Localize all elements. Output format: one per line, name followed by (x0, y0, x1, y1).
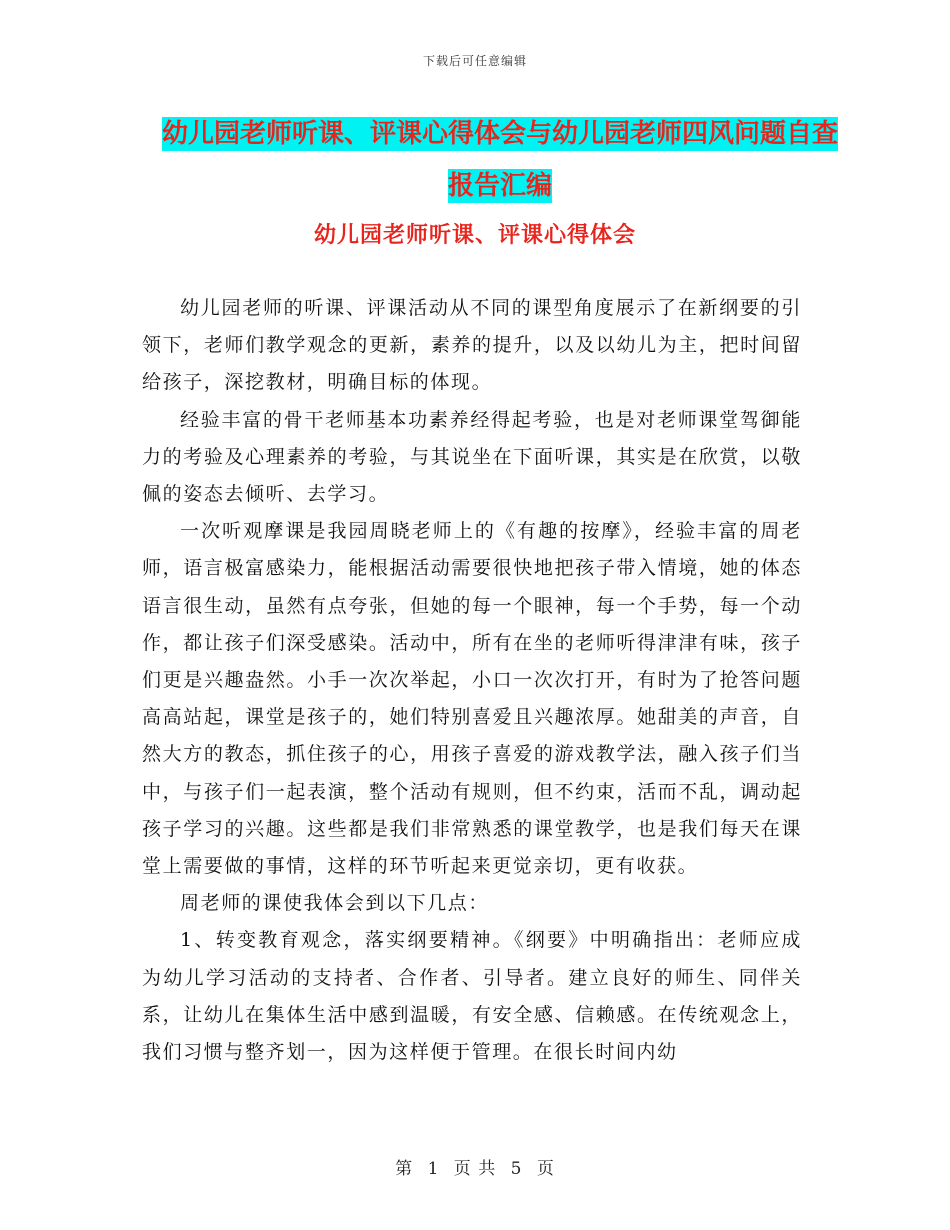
page-current: 1 (427, 1159, 440, 1179)
page-total: 5 (510, 1159, 523, 1179)
document-title-text: 幼儿园老师听课、评课心得体会与幼儿园老师四风问题自查报告汇编 (161, 119, 838, 201)
page-mid: 页 共 (453, 1159, 497, 1179)
paragraph: 幼儿园老师的听课、评课活动从不同的课型角度展示了在新纲要的引领下，老师们教学观念的更新，素养的提升，以及以幼儿为主，把时间留给孩子，深挖教材，明确目标的体现。 (142, 297, 802, 394)
document-title (150, 108, 850, 212)
document-body (142, 290, 802, 1071)
paragraph: 1、转变教育观念，落实纲要精神。《纲要》中明确指出：老师应成为幼儿学习活动的支持者、合作者、引导者。建立良好的师生、同伴关系，让幼儿在集体生活中感到温暖，有安全感、信赖感。在传统观念上，我们习惯与整齐划一，因为这样便于管理。在很长时间内幼 (142, 929, 802, 1064)
paragraph: 周老师的课使我体会到以下几点： (180, 892, 490, 915)
page-footer (0, 1154, 950, 1179)
section-title: 幼儿园老师听课、评课心得体会 (313, 223, 636, 248)
paragraph: 一次听观摩课是我园周晓老师上的《有趣的按摩》，经验丰富的周老师，语言极富感染力，能根据活动需要很快地把孩子带入情境，她的体态语言很生动，虽然有点夸张，但她的每一个眼神，每一个手势，每一个动作，都让孩子们深受感染。活动中，所有在坐的老师听得津津有味，孩子们更是兴趣盎然。小手一次次举起，小口一次次打开，有时为了抢答问题高高站起，课堂是孩子的，她们特别喜爱且兴趣浓厚。她甜美的声音，自然大方的教态，抓住孩子的心，用孩子喜爱的游戏教学法，融入孩子们当中，与孩子们一起表演，整个活动有规则，但不约束，活而不乱，调动起孩子学习的兴趣。这些都是我们非常熟悉的课堂教学，也是我们每天在课堂上需要做的事情，这样的环节听起来更觉亲切，更有收获。 (142, 520, 802, 878)
page-suffix: 页 (536, 1159, 555, 1179)
header-note: 下载后可任意编辑 (422, 54, 527, 68)
page-prefix: 第 (395, 1159, 414, 1179)
paragraph: 经验丰富的骨干老师基本功素养经得起考验，也是对老师课堂驾御能力的考验及心理素养的考验，与其说坐在下面听课，其实是在欣赏，以敬佩的姿态去倾听、去学习。 (142, 408, 802, 506)
